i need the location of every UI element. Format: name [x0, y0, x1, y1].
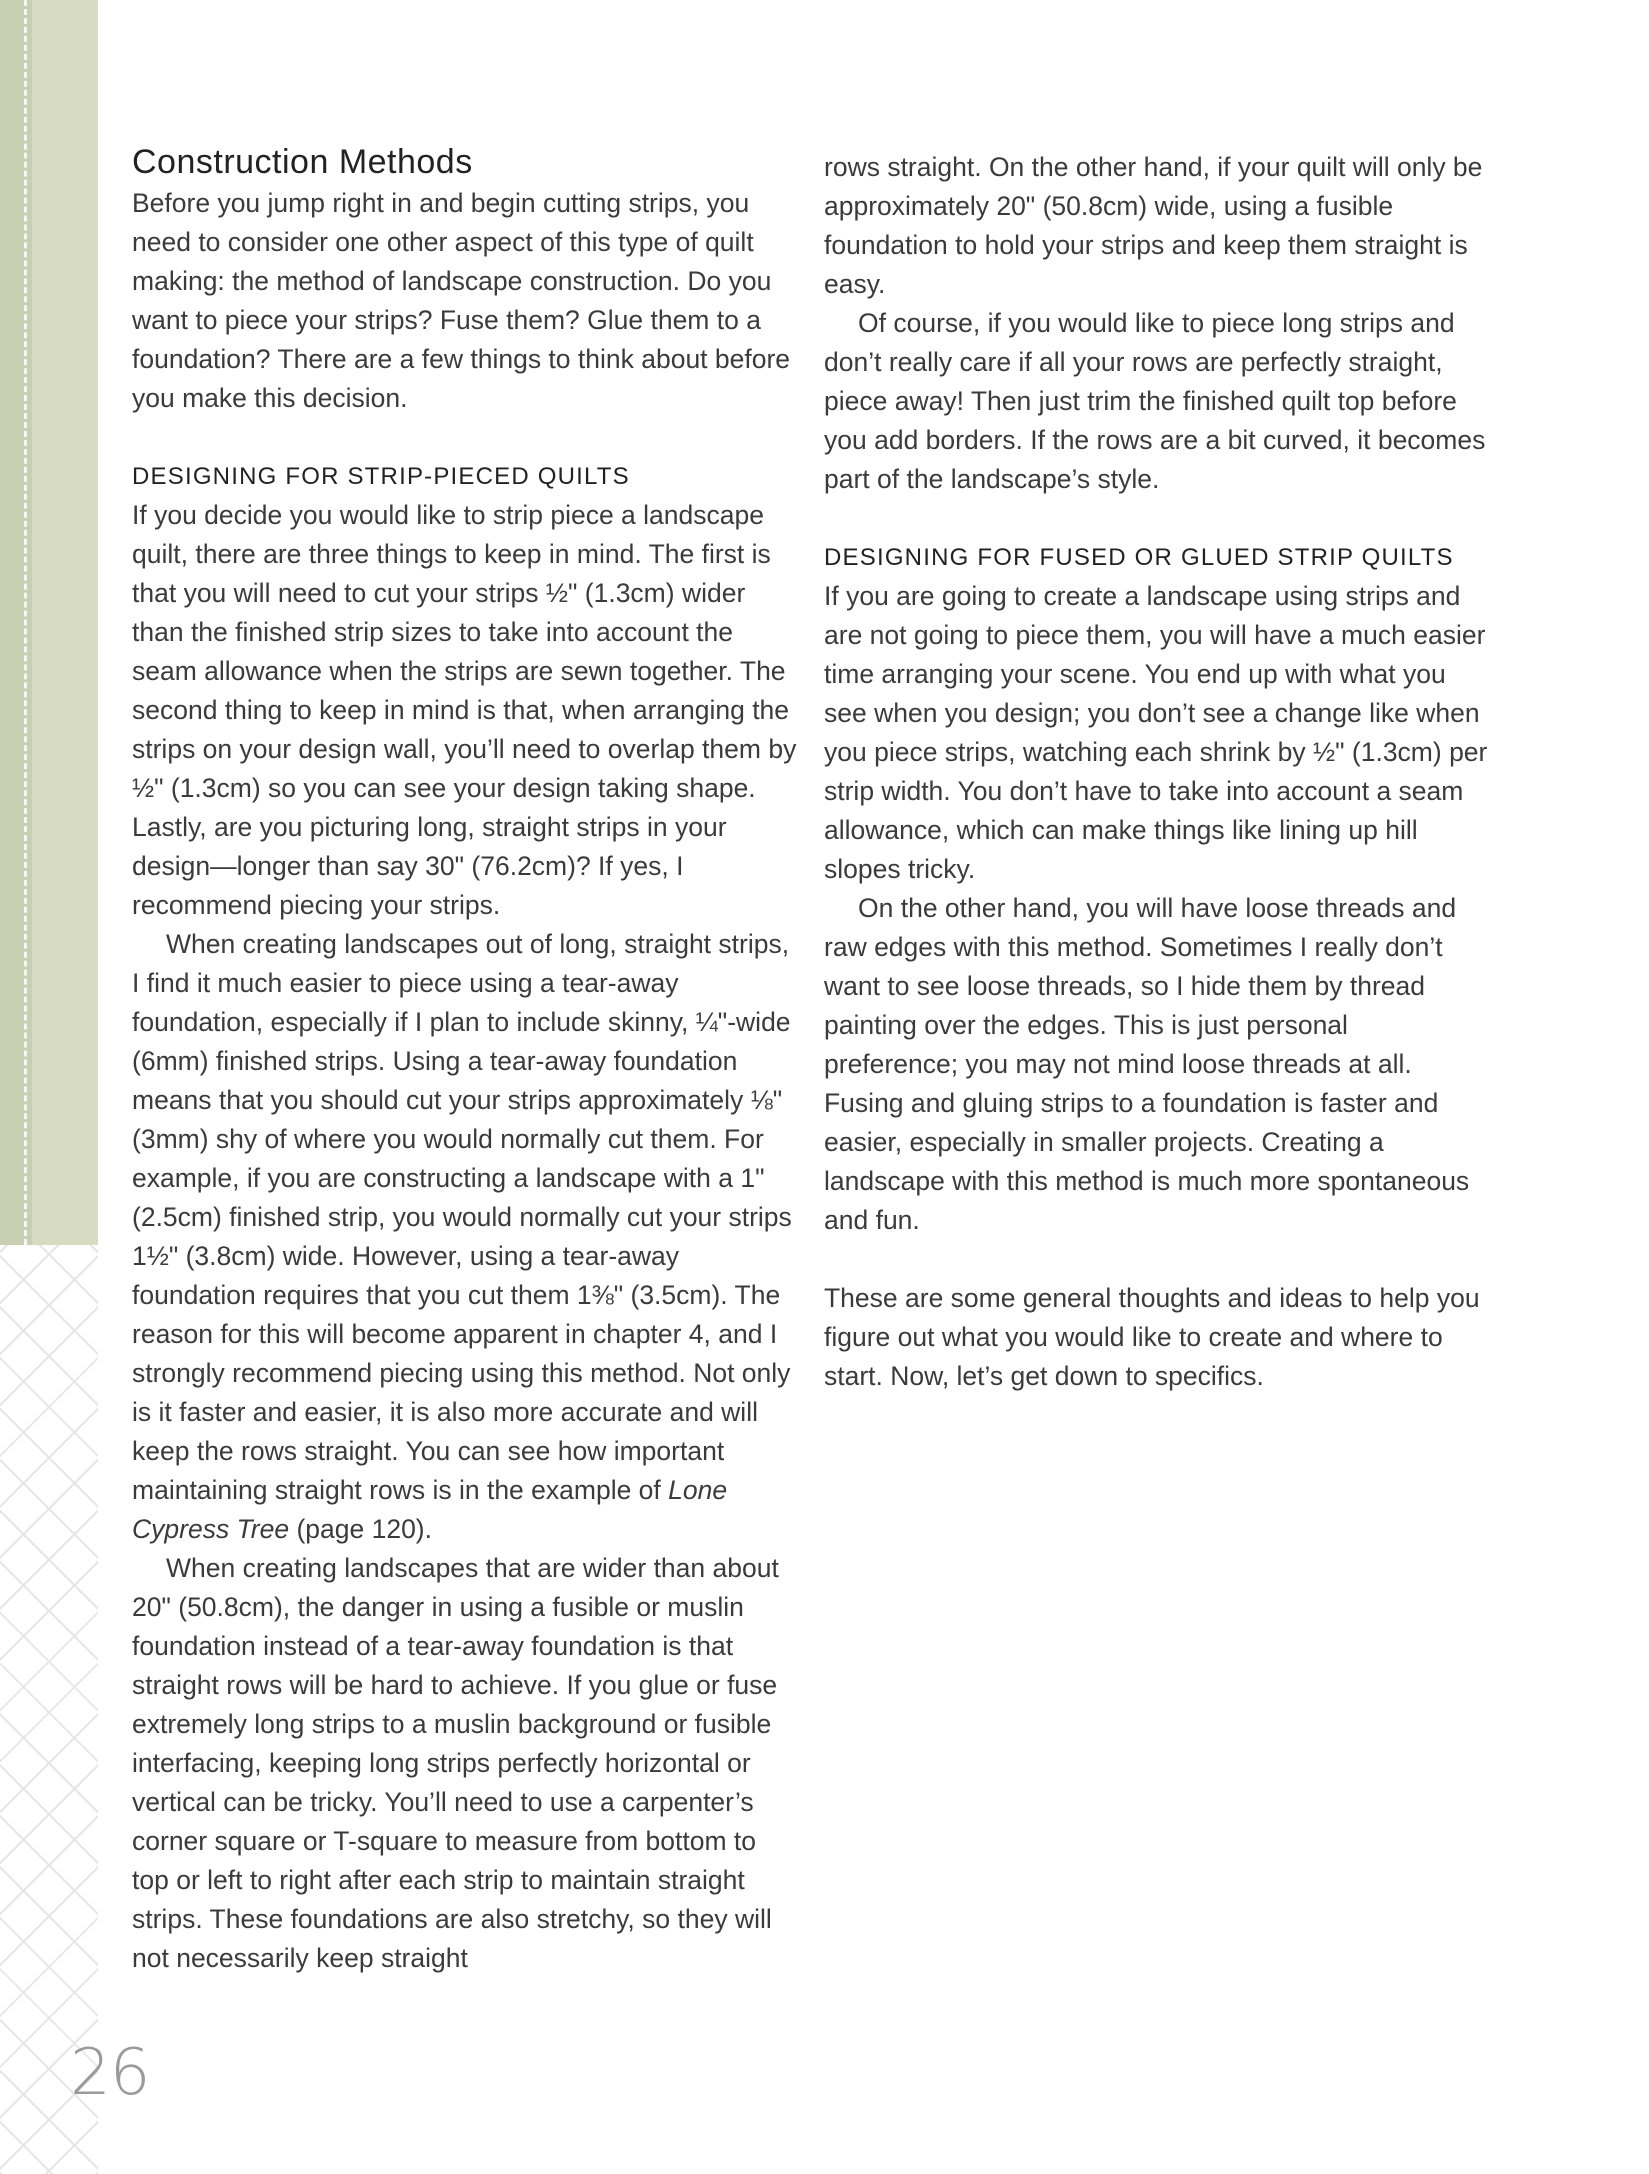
section-heading-strip-pieced: DESIGNING FOR STRIP-PIECED QUILTS	[132, 463, 630, 490]
section1-paragraph-1: If you decide you would like to strip piece a landscape quilt, there are three things to keep in mind. The first is that you will need to cut your strips ½" (1.3cm) wider than the finished strip sizes to take into account the seam allowance when the strips are sewn together. The second thing to keep in mind is that, when arranging the strips on your design wall, you’ll need to overlap them by ½" (1.3cm) so you can see your design taking shape. Lastly, are you picturing long, straight strips in your design—longer than say 30" (76.2cm)? If yes, I recommend piecing your strips.	[132, 500, 797, 920]
margin-edge	[0, 0, 32, 1245]
section-heading-fused-glued: DESIGNING FOR FUSED OR GLUED STRIP QUILTS	[824, 544, 1454, 571]
section1-paragraph-2	[132, 925, 797, 1549]
paragraph-gap	[824, 1240, 1489, 1279]
section1-p2-end: (page 120).	[296, 1514, 432, 1544]
lattice-pattern	[0, 1245, 98, 2174]
left-column	[132, 140, 797, 1978]
section2-paragraph-2: On the other hand, you will have loose threads and raw edges with this method. Sometimes I really don’t want to see loose threads, so I hide them by thread painting over the edges. This is just personal preference; you may not mind loose threads at all. Fusing and gluing strips to a foundation is faster and easier, especially in smaller projects. Creating a landscape with this method is much more spontaneous and fun.	[824, 893, 1470, 1235]
page-title: Construction Methods	[132, 143, 473, 181]
section1-p2-text: When creating landscapes out of long, straight strips, I find it much easier to piece using a tear-away foundation, especially if I plan to include skinny, ¼"-wide (6mm) finished strips. Using a tear-away foundation means that you should cut your strips approximately ⅛" (3mm) shy of where you would normally cut them. For example, if you are constructing a landscape with a 1" (2.5cm) finished strip, you would normally cut your strips 1½" (3.8cm) wide. However, using a tear-away foundation requires that you cut them 1⅜" (3.5cm). The reason for this will become apparent in chapter 4, and I strongly recommend piecing using this method. Not only is it faster and easier, it is also more accurate and will keep the rows straight. You can see how important maintaining straight rows is in the example of	[132, 929, 792, 1505]
quilt-title-reference: Lone Cypress Tree	[132, 1475, 728, 1544]
margin-stitch	[24, 0, 27, 1245]
section1-paragraph-4: Of course, if you would like to piece long strips and don’t really care if all your rows are perfectly straight, piece away! Then just trim the finished quilt top before you add borders. If the rows are a bit curved, it becomes part of the landscape’s style.	[824, 308, 1486, 494]
section2-paragraph-3: These are some general thoughts and ideas to help you figure out what you would like to create and where to start. Now, let’s get down to specifics.	[824, 1283, 1480, 1391]
section2-paragraph-1: If you are going to create a landscape using strips and are not going to piece them, you will have a much easier time arranging your scene. You end up with what you see when you design; you don’t see a change like when you piece strips, watching each shrink by ½" (1.3cm) per strip width. You don’t have to take into account a seam allowance, which can make things like lining up hill slopes tricky.	[824, 581, 1488, 884]
page-number: 26	[70, 2036, 150, 2110]
section1-paragraph-3-part1: When creating landscapes that are wider than about 20" (50.8cm), the danger in using a fusible or muslin foundation instead of a tear-away foundation is that straight rows will be hard to achieve. If you glue or fuse extremely long strips to a muslin background or fusible interfacing, keeping long strips perfectly horizontal or vertical can be tricky. You’ll need to use a carpenter’s corner square or T-square to measure from bottom to top or left to right after each strip to maintain straight strips. These foundations are also stretchy, so they will not necessarily keep straight	[132, 1553, 779, 1973]
right-column	[824, 148, 1489, 1396]
section1-paragraph-3-part2: rows straight. On the other hand, if your quilt will only be approximately 20" (50.8cm) wide, using a fusible foundation to hold your strips and keep them straight is easy.	[824, 152, 1483, 299]
intro-paragraph: Before you jump right in and begin cutting strips, you need to consider one other aspect of this type of quilt making: the method of landscape construction. Do you want to piece your strips? Fuse them? Glue them to a foundation? There are a few things to think about before you make this decision.	[132, 188, 791, 413]
